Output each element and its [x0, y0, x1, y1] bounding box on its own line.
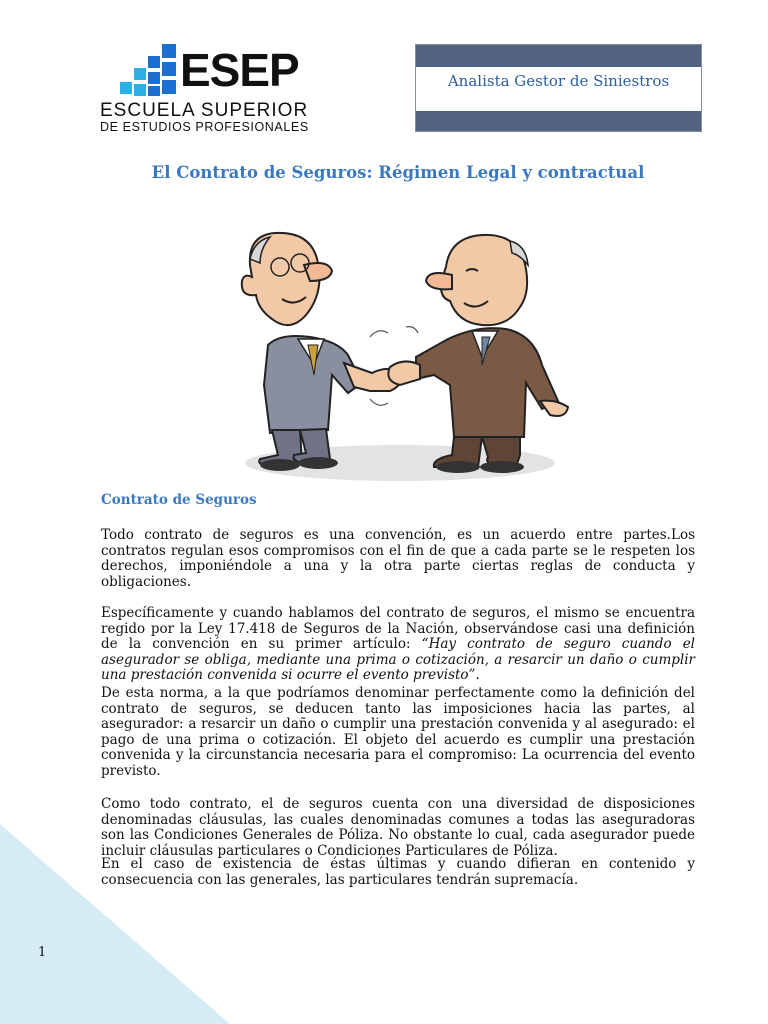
paragraph-2-end: .	[475, 667, 480, 684]
paragraph-4	[101, 797, 695, 859]
logo-subtitle-2: DE ESTUDIOS PROFESIONALES	[100, 120, 309, 134]
logo-squares-icon	[120, 44, 178, 96]
paragraph-5-text: En el caso de existencia de éstas últimas y cuando difieran en contenido y consecuencia con las generales, las particulares tendrán supremacía.	[101, 856, 695, 888]
paragraph-3-text: De esta norma, a la que podríamos denominar perfectamente como la definición del contrato de seguros, se deducen tanto las imposiciones hacia las partes, al asegurador: a resarcir un daño o cumplir una prestación convenida y al asegurado: el pago de una prima o cotización. El objeto del acuerdo es cumplir una prestación convenida y la circunstancia necesaria para el compromiso: La ocurrencia del evento previsto.	[101, 685, 695, 779]
right-businessman-figure	[388, 235, 568, 473]
logo-wordmark: ESEP	[180, 44, 299, 96]
paragraph-2-body	[101, 606, 695, 684]
paragraph-1	[101, 528, 695, 590]
law-article-quote: “Hay contrato de seguro cuando el asegurador se obliga, mediante una prima o cotización, a resarcir un daño o cumplir una prestación convenida si ocurre el evento previsto”	[101, 636, 696, 684]
paragraph-3	[101, 686, 695, 780]
page-number: 1	[38, 945, 47, 960]
logo-subtitle-1: ESCUELA SUPERIOR	[100, 100, 309, 121]
paragraph-2-intro: Específicamente y cuando hablamos del contrato de seguros, el mismo se encuentra regido por la Ley 17.418 de Seguros de la Nación, observándose casi una definición de la convención en su primer artículo:	[101, 605, 695, 653]
header-band-top	[416, 45, 701, 67]
course-title: Analista Gestor de Siniestros	[447, 72, 670, 90]
paragraph-2	[101, 606, 695, 684]
header-band-bottom	[416, 111, 701, 131]
course-header-box	[415, 44, 702, 132]
left-businessman-figure	[242, 233, 401, 471]
paragraph-1-text: Todo contrato de seguros es una convención, es un acuerdo entre partes.Los contratos regulan esos compromisos con el fin de que a cada parte se le respeten los derechos, imponiéndole a una y la otra parte ciertas reglas de conducta y obligaciones.	[101, 527, 695, 590]
section-heading: Contrato de Seguros	[101, 492, 257, 508]
document-title: El Contrato de Seguros: Régimen Legal y contractual	[151, 163, 645, 182]
paragraph-4-text: Como todo contrato, el de seguros cuenta con una diversidad de disposiciones denominadas cláusulas, las cuales denominadas comunes a todas las aseguradoras son las Condiciones Generales de Póliza. No obstante lo cual, cada asegurador puede incluir cláusulas particulares o Condiciones Particulares de Póliza.	[101, 796, 695, 859]
paragraph-5	[101, 857, 695, 888]
esep-logo	[100, 44, 309, 134]
handshake-illustration	[220, 215, 580, 485]
